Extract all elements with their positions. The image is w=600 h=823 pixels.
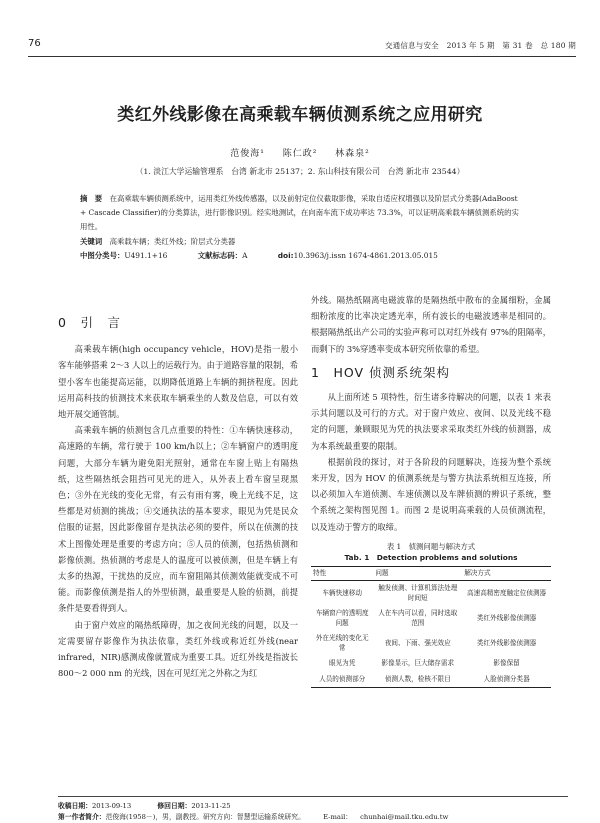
first-author-note [58, 812, 568, 823]
received-date: 2013-09-13 [91, 802, 132, 810]
table-row [311, 672, 551, 688]
table-cell: 影像显示，巨大储存需求 [381, 659, 455, 668]
author-list [0, 146, 600, 159]
table-cell: 人在车内可以看，同时选取范围 [378, 609, 458, 627]
table-header-row [311, 566, 551, 581]
page-header [28, 38, 576, 57]
table-cell: 触发侦测、计算机算法处理时间短 [378, 584, 458, 602]
detection-problems-table [311, 566, 551, 689]
table-cell: 夜间、下雨、强光效应 [384, 639, 451, 648]
email-address[interactable]: chunhai@mail.tku.edu.tw [360, 813, 449, 821]
body-paragraph: 根据前段的探讨，对于各阶段的问题解决，连接为整个系统来开发，因为 HOV 的侦测系统是与警方执法系统相互连接，所以必须加入车道侦测、车速侦测以及车牌侦测的辨识子系统，整个系统之架构图见图 1。而图 2 是说明高乘载的人员侦测流程，以及连动于警方的取缔。 [311, 456, 551, 532]
table-cell: 类红外线影像侦测器 [476, 614, 537, 623]
email-label: E-mail： [323, 813, 353, 821]
table-cell: 影像保留 [493, 659, 520, 668]
body-paragraph: 外线。隔热纸隔离电磁波靠的是隔热纸中散布的金属细粉，金属细粉浓度的比率决定透光率，所有波长的电磁波透率是相同的。根据隔热纸出产公司的实验声称可以对红外线有 97%的阻隔率，而剩下的 3%穿透率变成本研究所依靠的希望。 [311, 295, 551, 354]
abstract-block [80, 192, 520, 263]
table-cell: 外在光线的变化无常 [315, 634, 369, 652]
body-paragraph: 由于窗户效应的隔热纸障碍，加之夜间光线的问题，以及一定需要留存影像作为执法依靠，类红外线或称近红外线(near infrared，NIR)感测成像就置成为重要工具。近红外线是指波长 800～2 000 nm 的光线，因在可见红光之外称之为红 [58, 619, 298, 679]
table-caption-en: Tab. 1 Detection problems and solutions [344, 552, 518, 562]
section-heading-architecture: 1 HOV 侦测系统架构 [311, 364, 450, 380]
table-row [311, 656, 551, 672]
abstract-text: 在高乘载车辆侦测系统中，运用类红外线传感器，以及前射定位仪截取影像，采取自适应权增强以及阶层式分类器(AdaBoost + Cascade Classifier)的分类算法，进行影像识别。经实地测试，在向南车流下成功率达 73.3%，可以证明高乘载车辆侦测系统的实用性。 [80, 194, 519, 232]
revised-date: 2013-11-25 [191, 802, 231, 810]
left-column [58, 315, 298, 681]
first-author-info: 范俊海(1958－)，男，副教授。研究方向：智慧型运输系统研究。 [105, 813, 305, 821]
body-paragraph: 高乘载车辆的侦测包含几点重要的特性：①车辆快速移动，高速路的车辆，常行驶于 100 km/h以上；②车辆窗户的透明度问题，大部分车辆为避免阳光照射，通常在车窗上贴上有隔热纸，这些隔热纸会阻挡可见光的进入，从外表上看车窗呈现黑色；③外在光线的变化无常，有云有雨有雾，晚上光线不足，这些都是对侦测的挑战；④交通执法的基本要求，眼见为凭是民众信服的证据，因此影像留存是执法必须的要件，所以在侦测的技术上图像处理是重要的考虑方向；⑤人员的侦测，包括热侦测和影像侦测。热侦测的考虑是人的温度可以被侦测，但是车辆上有太多的热源，干扰热的反应，而车窗阻隔其侦测效能就变成不可能。而影像侦测是指人的外型侦测，最重要是人脸的侦测，前提条件是要看得到人。 [58, 425, 298, 614]
keywords-label: 关键词 [80, 236, 103, 246]
received-dates [58, 801, 568, 812]
table-row [311, 581, 551, 607]
table-cell: 眼见为凭 [329, 659, 356, 668]
author-name: 林森泉² [335, 149, 370, 159]
abstract-paragraph [80, 192, 520, 235]
clc-value: U491.1+16 [124, 250, 168, 260]
table-cell: 类红外线影像侦测器 [476, 639, 537, 648]
paper-title: 类红外线影像在高乘载车辆侦测系统之应用研究 [117, 105, 483, 125]
table-cell: 人脸侦测分类器 [462, 672, 551, 688]
body-paragraph: 从上面所述 5 项特性，衍生诸多待解决的问题，以表 1 来表示其问题以及可行的方式。对于窗户效应、夜间、以及光线不稳定的问题，兼顾眼见为凭的执法要求采取类红外线的侦测器，成为本系统最重要的限制。 [311, 392, 551, 451]
table-header-cell: 解决方式 [462, 566, 551, 581]
table-cell: 车辆窗户的透明度问题 [315, 609, 369, 627]
author-name: 陈仁政² [282, 149, 318, 159]
doi-value: 10.3963/j.issn 1674-4861.2013.05.015 [293, 250, 438, 260]
keywords-text: 高乘载车辆；类红外线；阶层式分类器 [109, 236, 236, 246]
table-cell: 车辆快速移动 [322, 589, 362, 598]
page-footer [58, 796, 568, 823]
table-cell: 高速高精密度触定位侦测器 [467, 589, 547, 598]
table-cell: 侦测人数，检核不限目 [373, 672, 462, 688]
table-caption [311, 541, 551, 563]
journal-info: 交通信息与安全 2013 年 5 期 第 31 卷 总 180 期 [384, 41, 576, 50]
doi-label: doi: [277, 250, 294, 260]
page-number: 76 [28, 38, 41, 49]
table-header-cell: 特性 [311, 566, 373, 581]
table-header-cell: 问题 [373, 566, 462, 581]
author-name: 范俊海¹ [230, 149, 265, 159]
keywords-line [80, 235, 520, 249]
clc-label: 中图分类号： [80, 250, 125, 260]
affiliation: （1. 淡江大学运输管理系 台湾 新北市 25137；2. 东山科技有限公司 台湾 新北市 23544） [135, 167, 465, 176]
body-paragraph: 高乘载车辆(high occupancy vehicle，HOV)是指一般小客车能够搭乘 2～3 人以上的运载行为。由于道路容量的限制，希望小客车也能提高运能，以期降低道路上车辆的拥挤程度。因此运用高科技的侦测技术来获取车辆乘坐的人数及信息，可以有效地开展交通管制。 [58, 344, 298, 420]
classification-line [80, 249, 520, 263]
table-cell: 人员的侦测部分 [311, 672, 373, 688]
doc-code-label: 文献标志码： [197, 250, 243, 260]
table-row [311, 606, 551, 631]
section-heading-introduction: 0 引 言 [58, 315, 121, 330]
received-label: 收稿日期： [58, 802, 92, 810]
first-author-label: 第一作者简介： [58, 813, 106, 821]
revised-label: 修回日期： [157, 802, 192, 810]
table-caption-cn: 表 1 侦测问题与解决方式 [386, 541, 476, 551]
right-column [311, 292, 551, 688]
abstract-label: 摘 要 [80, 194, 103, 203]
doc-code-value: A [242, 250, 248, 260]
table-row [311, 631, 551, 656]
